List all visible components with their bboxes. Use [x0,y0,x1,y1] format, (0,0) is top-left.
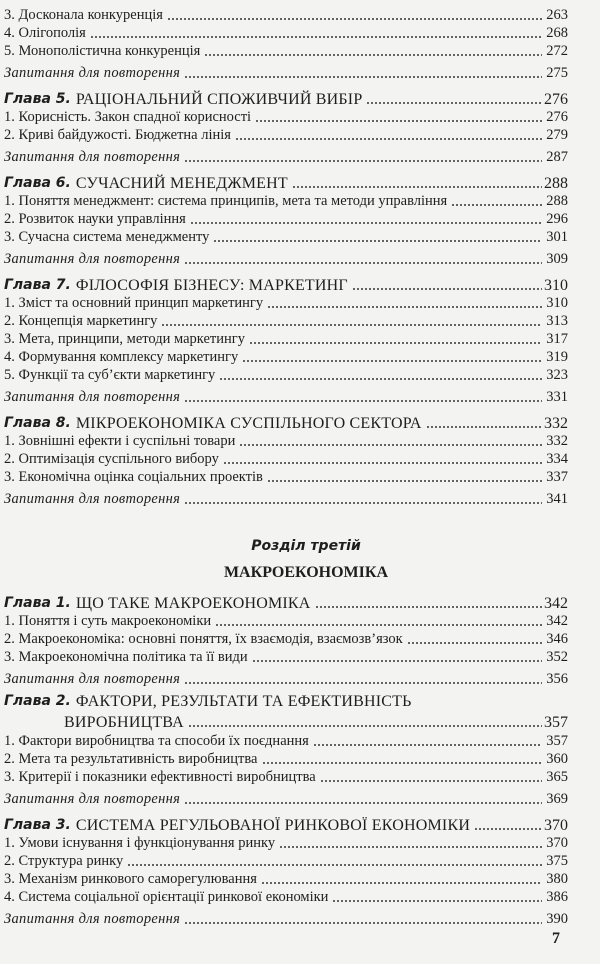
entry-label: 3. Економічна оцінка соціальних проектів [4,469,263,485]
page-ref: 375 [546,853,568,869]
dot-leader [261,875,542,885]
toc-item [4,42,568,60]
dot-leader [184,393,542,403]
dot-leader [279,839,542,849]
dot-leader [90,29,542,39]
toc-item [4,852,568,870]
toc-item [4,330,568,348]
page-ref: 386 [546,889,568,905]
page-ref: 370 [544,817,568,834]
dot-leader [352,281,542,291]
page-ref: 317 [546,331,568,347]
entry-label: 3. Мета, принципи, методи маркетингу [4,331,245,347]
dot-leader [213,233,542,243]
toc-item [4,888,568,906]
toc-questions [4,145,568,166]
toc-item [4,648,568,666]
chapter-title: СУЧАСНИЙ МЕНЕДЖМЕНТ [75,175,288,192]
dot-leader [188,718,542,728]
entry-label: 3. Досконала конкуренція [4,7,163,23]
entry-label: 2. Макроекономіка: основні поняття, їх взаємодія, взаємозв’язок [4,631,403,647]
entry-label: 2. Розвиток науки управління [4,211,186,227]
page-ref: 360 [546,751,568,767]
page-ref: 279 [546,127,568,143]
dot-leader [320,773,542,783]
toc-item [4,312,568,330]
toc-questions [4,385,568,406]
entry-label: 1. Зовнішні ефекти і суспільні товари [4,433,236,449]
entry-label: 3. Критерії і показники ефективності виробництва [4,769,316,785]
page-ref: 357 [544,714,568,731]
dot-leader [407,635,542,645]
entry-label: 1. Корисність. Закон спадної корисності [4,109,252,125]
dot-leader [184,69,542,79]
dot-leader [267,473,542,483]
dot-leader [252,653,542,663]
dot-leader [235,131,542,141]
page-ref: 310 [546,295,568,311]
chapter-title: СИСТЕМА РЕГУЛЬОВАНОЇ РИНКОВОЇ ЕКОНОМІКИ [75,817,471,834]
page-ref: 288 [546,193,568,209]
entry-label: 1. Фактори виробництва та способи їх поєднання [4,733,309,749]
dot-leader [219,371,542,381]
toc-item [4,834,568,852]
dot-leader [239,437,542,447]
toc-item [4,210,568,228]
toc-item [4,126,568,144]
entry-label: 1. Поняття менеджмент: система принципів, мета та методи управління [4,193,448,209]
toc-questions [4,907,568,928]
page-ref: 357 [546,733,568,749]
page-ref: 323 [546,367,568,383]
dot-leader [223,455,542,465]
page-ref: 337 [546,469,568,485]
entry-label: 1. Умови існування і функціонування ринку [4,835,276,851]
page-ref: 369 [546,791,568,807]
page-ref: 276 [546,109,568,125]
page-ref: 370 [546,835,568,851]
toc-questions [4,787,568,808]
dot-leader [366,95,542,105]
dot-leader [332,893,542,903]
dot-leader [184,255,542,265]
entry-label: 1. Поняття і суть макроекономіки [4,613,212,629]
part-title: МАКРОЕКОНОМІКА [223,564,389,581]
page-ref: 334 [546,451,568,467]
chapter-title: РАЦІОНАЛЬНИЙ СПОЖИВЧИЙ ВИБІР [75,91,363,108]
entry-label: 4. Система соціальної орієнтації ринкової економіки [4,889,329,905]
dot-leader [184,915,542,925]
toc-item [4,294,568,312]
toc-questions [4,247,568,268]
toc-item [4,750,568,768]
toc-item [4,6,568,24]
entry-label: Запитання для повторення [4,491,181,507]
dot-leader [426,419,542,429]
entry-label: Запитання для повторення [4,911,181,927]
page-number: 7 [552,930,560,947]
page-ref: 346 [546,631,568,647]
toc-chapter [4,408,568,432]
entry-label: 2. Криві байдужості. Бюджетна лінія [4,127,231,143]
page-ref: 301 [546,229,568,245]
toc-item [4,228,568,246]
page-ref: 310 [544,277,568,294]
dot-leader [190,215,542,225]
toc-item [4,612,568,630]
page-ref: 332 [544,415,568,432]
dot-leader [184,495,542,505]
chapter-label: Глава 3. [4,817,71,833]
entry-label: Запитання для повторення [4,251,181,267]
page-ref: 319 [546,349,568,365]
page-ref: 296 [546,211,568,227]
dot-leader [267,299,542,309]
toc-item [4,366,568,384]
entry-label: 2. Структура ринку [4,853,124,869]
toc-chapter [4,270,568,294]
page-ref: 342 [546,613,568,629]
toc-item [4,768,568,786]
toc-questions [4,487,568,508]
page-ref: 331 [546,389,568,405]
dot-leader [249,335,542,345]
chapter-title: ФІЛОСОФІЯ БІЗНЕСУ: МАРКЕТИНГ [75,277,348,294]
page-ref: 272 [546,43,568,59]
entry-label: Запитання для повторення [4,65,181,81]
part-label: Розділ третій [251,538,361,554]
dot-leader [292,179,542,189]
dot-leader [184,675,542,685]
entry-label: Запитання для повторення [4,149,181,165]
toc-questions [4,667,568,688]
dot-leader [262,755,543,765]
chapter-title-line [4,710,568,731]
entry-label: 3. Макроекономічна політика та її види [4,649,248,665]
entry-label: Запитання для повторення [4,389,181,405]
page-ref: 268 [546,25,568,41]
entry-label: 2. Концепція маркетингу [4,313,158,329]
entry-label: 1. Зміст та основний принцип маркетингу [4,295,264,311]
chapter-title: МІКРОЕКОНОМІКА СУСПІЛЬНОГО СЕКТОРА [75,415,422,432]
entry-label: Запитання для повторення [4,791,181,807]
toc-questions [4,61,568,82]
page-ref: 390 [546,911,568,927]
toc-chapter [4,168,568,192]
dot-leader [242,353,542,363]
toc-chapter [4,810,568,834]
toc-item [4,192,568,210]
chapter-title-line [4,690,568,710]
chapter-label: Глава 7. [4,277,71,293]
dot-leader [161,317,542,327]
page-ref: 352 [546,649,568,665]
page-ref: 276 [544,91,568,108]
toc-item [4,24,568,42]
entry-label: 5. Монополістична конкуренція [4,43,201,59]
dot-leader [184,153,542,163]
toc-item [4,630,568,648]
page-ref: 341 [546,491,568,507]
chapter-label: Глава 6. [4,175,71,191]
toc-item [4,432,568,450]
dot-leader [255,113,542,123]
page-ref: 356 [546,671,568,687]
page-ref: 287 [546,149,568,165]
entry-label: 4. Олігополія [4,25,86,41]
toc-item [4,732,568,750]
page-ref: 380 [546,871,568,887]
dot-leader [315,599,542,609]
toc-item [4,870,568,888]
page-ref: 365 [546,769,568,785]
chapter-title: ФАКТОРИ, РЕЗУЛЬТАТИ ТА ЕФЕКТИВНІСТЬ [75,693,412,710]
dot-leader [451,197,542,207]
chapter-title-cont: ВИРОБНИЦТВА [64,714,184,731]
dot-leader [215,617,542,627]
page-ref: 288 [544,175,568,192]
dot-leader [474,821,542,831]
page-ref: 332 [546,433,568,449]
page-ref: 313 [546,313,568,329]
entry-label: 3. Механізм ринкового саморегулювання [4,871,257,887]
dot-leader [167,11,542,21]
entry-label: 2. Мета та результативність виробництва [4,751,258,767]
entry-label: 2. Оптимізація суспільного вибору [4,451,219,467]
chapter-label: Глава 5. [4,91,71,107]
table-of-contents [4,6,568,928]
dot-leader [204,47,542,57]
dot-leader [184,795,542,805]
chapter-label: Глава 2. [4,693,71,709]
toc-chapter [4,84,568,108]
toc-chapter [4,690,568,732]
toc-item [4,348,568,366]
page-ref: 275 [546,65,568,81]
dot-leader [313,737,542,747]
page-ref: 342 [544,595,568,612]
toc-item [4,468,568,486]
entry-label: 4. Формування комплексу маркетингу [4,349,239,365]
entry-label: 3. Сучасна система менеджменту [4,229,210,245]
chapter-title: ЩО ТАКЕ МАКРОЕКОНОМІКА [75,595,311,612]
toc-chapter [4,588,568,612]
toc-item [4,450,568,468]
page-ref: 309 [546,251,568,267]
entry-label: Запитання для повторення [4,671,181,687]
chapter-label: Глава 1. [4,595,71,611]
toc-item [4,108,568,126]
dot-leader [127,857,542,867]
entry-label: 5. Функції та суб’єкти маркетингу [4,367,216,383]
page-ref: 263 [546,7,568,23]
chapter-label: Глава 8. [4,415,71,431]
